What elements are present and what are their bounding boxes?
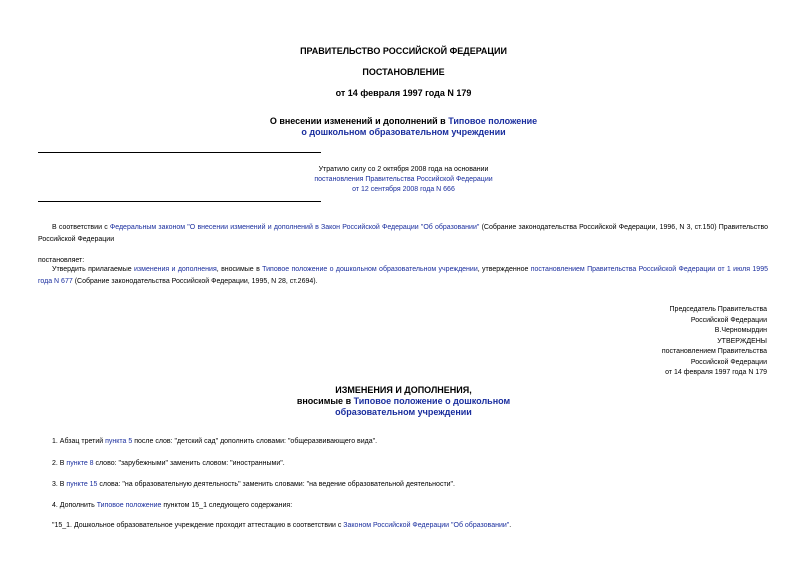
title-link-preschool-institution[interactable]: о дошкольном образовательном учреждении: [301, 127, 506, 137]
approve-paragraph: [38, 264, 768, 288]
preamble-text-1: В соответствии с: [52, 224, 110, 231]
status-link-line1: [0, 175, 807, 185]
signature-line: В.Черномырдин: [714, 327, 767, 334]
status-link-line2: [0, 185, 807, 195]
preamble-law-link[interactable]: Федеральным законом "О внесении изменений и дополнений в Закон Российской Федерации "Об образовании": [109, 224, 480, 231]
changes-prefix: вносимые в: [296, 396, 354, 406]
approve-link-regulation[interactable]: Типовое положение о дошкольном образовательном учреждении: [262, 266, 478, 273]
approve-link-resolution-677[interactable]: постановлением Правительства Российской Федерации от 1 июля 1995 года N 677: [38, 266, 768, 285]
changes-title: ИЗМЕНЕНИЯ И ДОПОЛНЕНИЯ,: [335, 385, 472, 395]
change-item-5: [52, 521, 511, 531]
signature-block: [560, 305, 767, 379]
status-line: Утратило силу со 2 октября 2008 года на основании: [318, 166, 489, 173]
change-item-2: [52, 459, 285, 469]
resolves-text: постановляет:: [38, 257, 85, 264]
status-link-resolution[interactable]: постановления Правительства Российской Федерации: [314, 176, 493, 183]
item-text: слово: "зарубежными" заменить словом: "иностранными".: [93, 460, 285, 467]
signature-line: Российской Федерации: [690, 316, 767, 324]
change-item-1: [52, 437, 377, 447]
changes-subtitle-line2: [0, 407, 807, 417]
top-divider: [38, 152, 321, 153]
item-text: слова: "на образовательную деятельность" заменить словами: "на ведение образовательной деятельности".: [97, 481, 455, 488]
signature-line: Председатель Правительства: [669, 306, 767, 313]
item-text: .: [509, 522, 512, 529]
signature-line: постановлением Правительства: [661, 348, 767, 355]
approve-text-3: , утвержденное: [477, 266, 531, 273]
approve-text-1: Утвердить прилагаемые: [52, 266, 135, 273]
document-title-line2: [0, 127, 807, 137]
change-item-4: [52, 501, 292, 511]
document-type-heading: ПОСТАНОВЛЕНИЕ: [362, 67, 445, 77]
signature-line: от 14 февраля 1997 года N 179: [665, 369, 767, 376]
item-link-education-law[interactable]: Законом Российской Федерации "Об образовании": [343, 522, 510, 529]
preamble-paragraph: [38, 222, 768, 246]
item-link-point-8[interactable]: пункте 8: [66, 460, 94, 467]
status-link-date[interactable]: от 12 сентября 2008 года N 666: [352, 186, 455, 193]
item-text: 3. В: [52, 481, 67, 488]
government-heading: ПРАВИТЕЛЬСТВО РОССИЙСКОЙ ФЕДЕРАЦИИ: [300, 46, 507, 56]
title-link-model-regulation[interactable]: Типовое положение: [448, 116, 538, 126]
item-text: 4. Дополнить: [52, 502, 97, 509]
item-text: 1. Абзац третий: [52, 438, 106, 445]
changes-link-line1[interactable]: Типовое положение о дошкольном: [353, 396, 511, 406]
bottom-divider: [38, 201, 321, 202]
item-text: 2. В: [52, 460, 67, 467]
item-text: "15_1. Дошкольное образовательное учреждение проходит аттестацию в соответствии с: [52, 522, 344, 529]
signature-line: Российской Федерации: [690, 358, 767, 366]
approve-text-2: , вносимые в: [216, 266, 263, 273]
approve-text-4: (Собрание законодательства Российской Федерации, 1995, N 28, ст.2694).: [72, 278, 318, 285]
document-title: [0, 116, 807, 126]
item-link-point-5[interactable]: пункта 5: [105, 438, 133, 445]
approve-link-changes[interactable]: изменения и дополнения: [134, 266, 217, 273]
preamble-text-2: (Собрание законодательства Российской Федерации, 1996, N 3, ст.150) Правительство Российской Федерации: [38, 224, 768, 243]
item-link-model-regulation[interactable]: Типовое положение: [96, 502, 162, 509]
signature-line: УТВЕРЖДЕНЫ: [717, 337, 767, 345]
item-text: после слов: "детский сад" дополнить словами: "общеразвивающего вида".: [132, 438, 378, 445]
changes-subtitle: [0, 396, 807, 406]
date-number-heading: от 14 февраля 1997 года N 179: [335, 88, 472, 98]
item-link-point-15[interactable]: пункте 15: [66, 481, 98, 488]
title-prefix: О внесении изменений и дополнений в: [269, 116, 449, 126]
changes-link-line2[interactable]: образовательном учреждении: [335, 407, 472, 417]
item-text: пунктом 15_1 следующего содержания:: [161, 502, 293, 509]
change-item-3: [52, 480, 455, 490]
